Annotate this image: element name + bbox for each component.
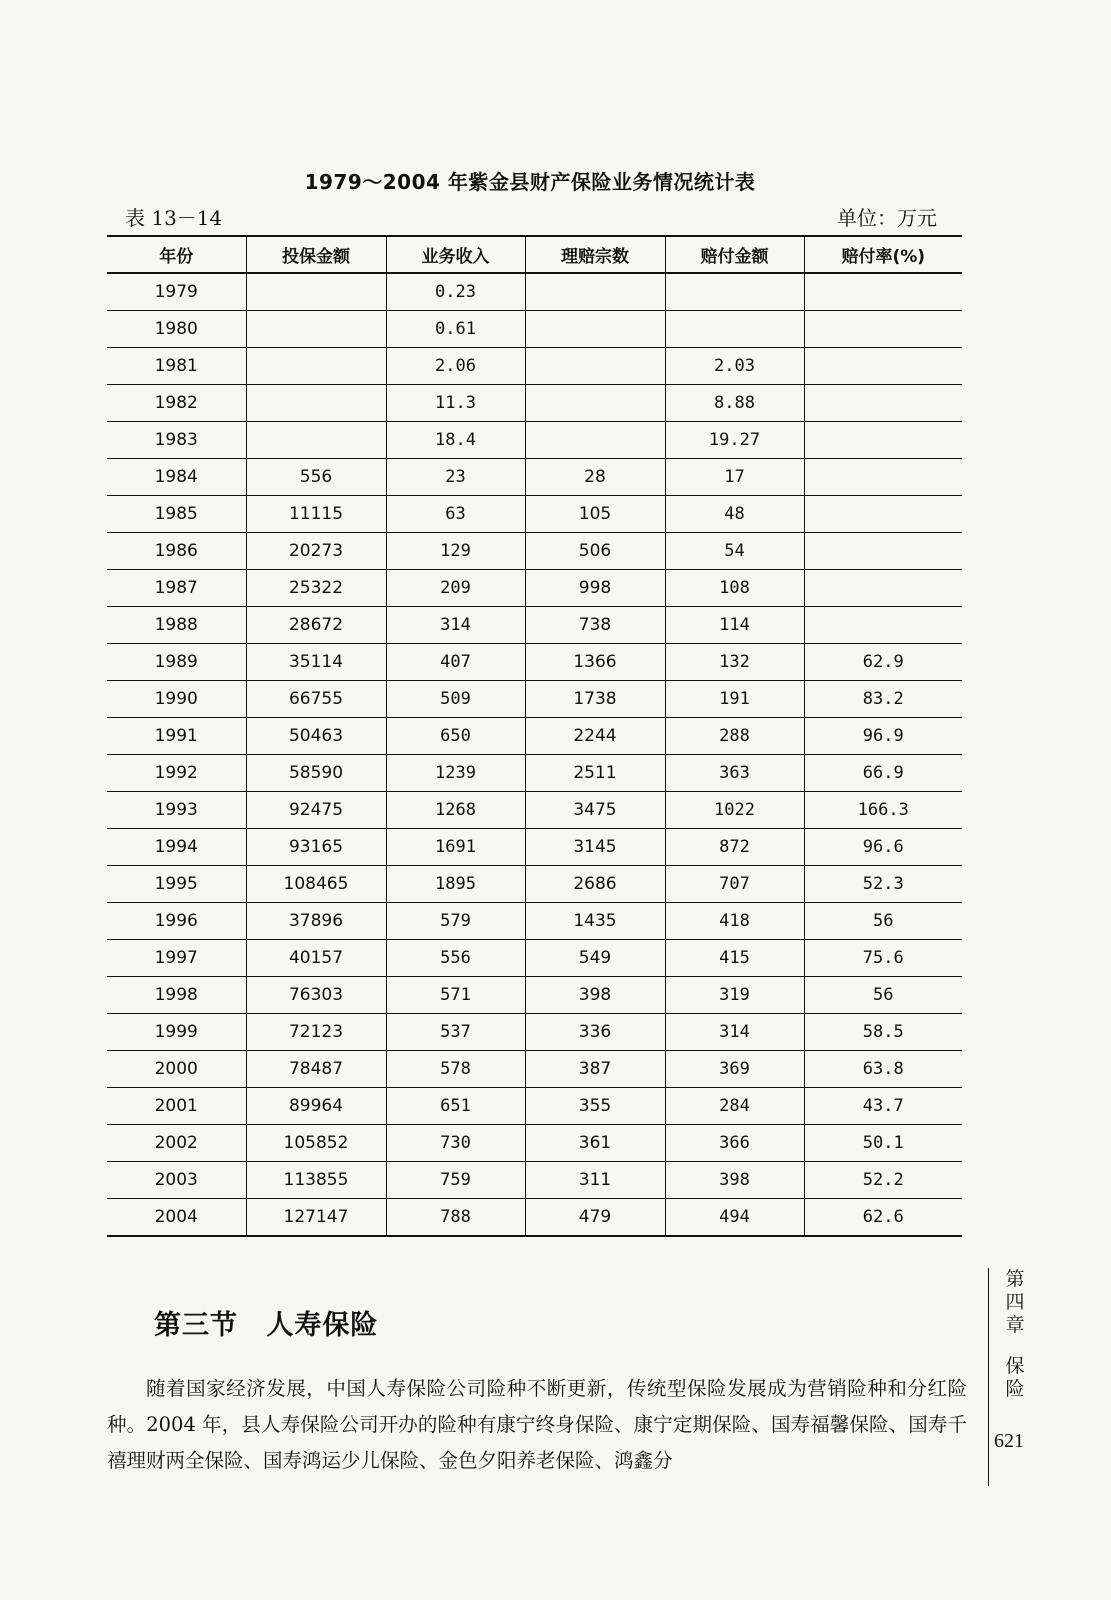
table-row [107, 977, 962, 1014]
table-cell: 56 [804, 977, 962, 1014]
table-row [107, 866, 962, 903]
table-cell: 66755 [246, 681, 386, 718]
table-cell: 494 [665, 1199, 804, 1237]
table-row [107, 903, 962, 940]
column-header: 赔付金额 [665, 236, 804, 273]
table-cell: 76303 [246, 977, 386, 1014]
table-row [107, 496, 962, 533]
table-cell: 1985 [107, 496, 246, 533]
table-cell: 89964 [246, 1088, 386, 1125]
chapter-char: 第 [1005, 1268, 1025, 1290]
table-cell: 314 [386, 607, 525, 644]
section-paragraph: 随着国家经济发展，中国人寿保险公司险种不断更新，传统型保险发展成为营销险种和分红险种。2004 年，县人寿保险公司开办的险种有康宁终身保险、康宁定期保险、国寿福馨保险、国寿千禧理财两全保险、国寿鸿运少儿保险、金色夕阳养老保险、鸿鑫分 [107, 1377, 967, 1472]
insurance-stats-table [107, 235, 962, 1237]
table-cell: 314 [665, 1014, 804, 1051]
table-cell: 23 [386, 459, 525, 496]
table-cell: 415 [665, 940, 804, 977]
table-cell: 1979 [107, 273, 246, 311]
table-cell: 1997 [107, 940, 246, 977]
column-header: 业务收入 [386, 236, 525, 273]
table-cell: 2511 [525, 755, 665, 792]
table-cell: 96.9 [804, 718, 962, 755]
table-cell: 1996 [107, 903, 246, 940]
table-cell: 56 [804, 903, 962, 940]
table-cell: 0.61 [386, 311, 525, 348]
table-cell: 506 [525, 533, 665, 570]
table-cell: 52.3 [804, 866, 962, 903]
table-cell: 1984 [107, 459, 246, 496]
chapter-margin-label [1000, 1268, 1030, 1401]
table-cell: 998 [525, 570, 665, 607]
table-unit: 单位：万元 [837, 206, 937, 230]
table-cell: 2003 [107, 1162, 246, 1199]
table-cell: 166.3 [804, 792, 962, 829]
table-number: 表 13－14 [125, 206, 223, 230]
table-row [107, 681, 962, 718]
table-cell: 93165 [246, 829, 386, 866]
table-cell: 1022 [665, 792, 804, 829]
table-cell: 1268 [386, 792, 525, 829]
table-cell [804, 348, 962, 385]
table-cell: 3475 [525, 792, 665, 829]
table-cell: 872 [665, 829, 804, 866]
table-cell: 108 [665, 570, 804, 607]
table-cell [525, 348, 665, 385]
table-cell: 28 [525, 459, 665, 496]
table-cell: 2001 [107, 1088, 246, 1125]
table-cell: 2686 [525, 866, 665, 903]
table-cell: 1988 [107, 607, 246, 644]
table-cell: 11.3 [386, 385, 525, 422]
table-cell: 1995 [107, 866, 246, 903]
table-cell: 311 [525, 1162, 665, 1199]
margin-rule [988, 1268, 989, 1486]
table-cell [804, 496, 962, 533]
table-cell: 52.2 [804, 1162, 962, 1199]
table-cell: 1991 [107, 718, 246, 755]
table-cell: 72123 [246, 1014, 386, 1051]
table-cell [525, 385, 665, 422]
table-cell: 191 [665, 681, 804, 718]
table-cell: 556 [386, 940, 525, 977]
table-cell: 1994 [107, 829, 246, 866]
table-cell: 537 [386, 1014, 525, 1051]
table-cell [246, 311, 386, 348]
table-cell: 43.7 [804, 1088, 962, 1125]
table-row [107, 718, 962, 755]
table-row [107, 644, 962, 681]
table-cell: 66.9 [804, 755, 962, 792]
table-cell: 1981 [107, 348, 246, 385]
table-cell: 19.27 [665, 422, 804, 459]
table-cell: 62.9 [804, 644, 962, 681]
table-cell: 105852 [246, 1125, 386, 1162]
table-cell: 1366 [525, 644, 665, 681]
table-cell: 129 [386, 533, 525, 570]
table-cell: 114 [665, 607, 804, 644]
table-cell: 2.03 [665, 348, 804, 385]
table-cell: 369 [665, 1051, 804, 1088]
table-cell: 1989 [107, 644, 246, 681]
table-cell: 1980 [107, 311, 246, 348]
table-row [107, 1088, 962, 1125]
table-cell: 50.1 [804, 1125, 962, 1162]
table-cell: 1990 [107, 681, 246, 718]
table-cell: 35114 [246, 644, 386, 681]
table-cell [804, 311, 962, 348]
table-title: 1979～2004 年紫金县财产保险业务情况统计表 [304, 170, 756, 194]
table-cell: 363 [665, 755, 804, 792]
table-cell: 759 [386, 1162, 525, 1199]
table-cell: 127147 [246, 1199, 386, 1237]
table-row [107, 1051, 962, 1088]
table-cell: 17 [665, 459, 804, 496]
table-row [107, 422, 962, 459]
table-cell: 0.23 [386, 273, 525, 311]
table-cell: 355 [525, 1088, 665, 1125]
table-cell: 20273 [246, 533, 386, 570]
table-row [107, 459, 962, 496]
table-cell: 78487 [246, 1051, 386, 1088]
table-cell: 1895 [386, 866, 525, 903]
table-cell: 58590 [246, 755, 386, 792]
table-cell: 738 [525, 607, 665, 644]
table-cell [525, 273, 665, 311]
table-cell: 62.6 [804, 1199, 962, 1237]
table-row [107, 792, 962, 829]
table-cell: 556 [246, 459, 386, 496]
column-header: 投保金额 [246, 236, 386, 273]
table-cell [246, 422, 386, 459]
table-cell: 571 [386, 977, 525, 1014]
table-cell: 28672 [246, 607, 386, 644]
topic-char: 保 [1005, 1355, 1025, 1377]
table-row [107, 311, 962, 348]
table-cell: 1986 [107, 533, 246, 570]
table-cell: 650 [386, 718, 525, 755]
table-cell: 11115 [246, 496, 386, 533]
column-header: 赔付率(%) [804, 236, 962, 273]
table-cell: 788 [386, 1199, 525, 1237]
table-row [107, 1125, 962, 1162]
table-cell: 96.6 [804, 829, 962, 866]
table-cell: 1999 [107, 1014, 246, 1051]
table-cell [804, 533, 962, 570]
table-cell [246, 273, 386, 311]
table-cell: 284 [665, 1088, 804, 1125]
table-cell: 83.2 [804, 681, 962, 718]
table-row [107, 348, 962, 385]
table-body [107, 273, 962, 1236]
table-cell [665, 273, 804, 311]
table-row [107, 273, 962, 311]
table-cell [525, 311, 665, 348]
table-cell: 50463 [246, 718, 386, 755]
table-cell: 1738 [525, 681, 665, 718]
table-cell: 1993 [107, 792, 246, 829]
column-header: 年份 [107, 236, 246, 273]
chapter-char: 章 [1005, 1314, 1025, 1336]
table-cell: 2002 [107, 1125, 246, 1162]
table-cell: 58.5 [804, 1014, 962, 1051]
table-cell: 40157 [246, 940, 386, 977]
table-cell: 549 [525, 940, 665, 977]
table-cell: 37896 [246, 903, 386, 940]
table-cell: 209 [386, 570, 525, 607]
table-cell: 1987 [107, 570, 246, 607]
table-cell: 1691 [386, 829, 525, 866]
table-cell [246, 348, 386, 385]
table-cell: 3145 [525, 829, 665, 866]
table-cell: 2000 [107, 1051, 246, 1088]
table-cell: 579 [386, 903, 525, 940]
table-cell: 2004 [107, 1199, 246, 1237]
table-cell [804, 607, 962, 644]
table-cell: 407 [386, 644, 525, 681]
table-cell: 1239 [386, 755, 525, 792]
table-cell [804, 422, 962, 459]
table-cell: 1983 [107, 422, 246, 459]
table-cell: 18.4 [386, 422, 525, 459]
table-row [107, 533, 962, 570]
table-cell: 1998 [107, 977, 246, 1014]
table-cell: 730 [386, 1125, 525, 1162]
table-cell: 418 [665, 903, 804, 940]
table-cell: 361 [525, 1125, 665, 1162]
table-cell: 1992 [107, 755, 246, 792]
table-cell [246, 385, 386, 422]
table-row [107, 1162, 962, 1199]
table-row [107, 385, 962, 422]
chapter-char: 四 [1005, 1291, 1025, 1313]
table-cell: 54 [665, 533, 804, 570]
table-cell: 1435 [525, 903, 665, 940]
table-cell: 63 [386, 496, 525, 533]
table-cell: 132 [665, 644, 804, 681]
table-cell: 92475 [246, 792, 386, 829]
column-header: 理赔宗数 [525, 236, 665, 273]
table-cell: 63.8 [804, 1051, 962, 1088]
table-cell: 398 [525, 977, 665, 1014]
table-cell [525, 422, 665, 459]
table-cell: 319 [665, 977, 804, 1014]
table-cell: 25322 [246, 570, 386, 607]
table-cell: 707 [665, 866, 804, 903]
table-cell: 2244 [525, 718, 665, 755]
table-row [107, 607, 962, 644]
table-cell: 48 [665, 496, 804, 533]
table-cell: 1982 [107, 385, 246, 422]
table-row [107, 940, 962, 977]
table-row [107, 1014, 962, 1051]
table-row [107, 829, 962, 866]
table-cell [804, 459, 962, 496]
table-row [107, 570, 962, 607]
table-cell: 509 [386, 681, 525, 718]
table-cell: 398 [665, 1162, 804, 1199]
table-cell: 108465 [246, 866, 386, 903]
table-cell: 578 [386, 1051, 525, 1088]
section-heading: 第三节 人寿保险 [154, 1310, 379, 1341]
table-cell: 8.88 [665, 385, 804, 422]
page-number: 621 [994, 1430, 1024, 1452]
table-header-row [107, 236, 962, 273]
table-cell: 75.6 [804, 940, 962, 977]
table-cell: 336 [525, 1014, 665, 1051]
table-cell [804, 273, 962, 311]
table-cell: 113855 [246, 1162, 386, 1199]
table-cell: 105 [525, 496, 665, 533]
table-cell: 288 [665, 718, 804, 755]
topic-char: 险 [1005, 1378, 1025, 1400]
table-row [107, 755, 962, 792]
table-cell [804, 385, 962, 422]
table-cell: 366 [665, 1125, 804, 1162]
table-cell: 479 [525, 1199, 665, 1237]
table-cell [665, 311, 804, 348]
table-cell: 2.06 [386, 348, 525, 385]
table-cell: 387 [525, 1051, 665, 1088]
table-cell: 651 [386, 1088, 525, 1125]
table-cell [804, 570, 962, 607]
table-row [107, 1199, 962, 1237]
